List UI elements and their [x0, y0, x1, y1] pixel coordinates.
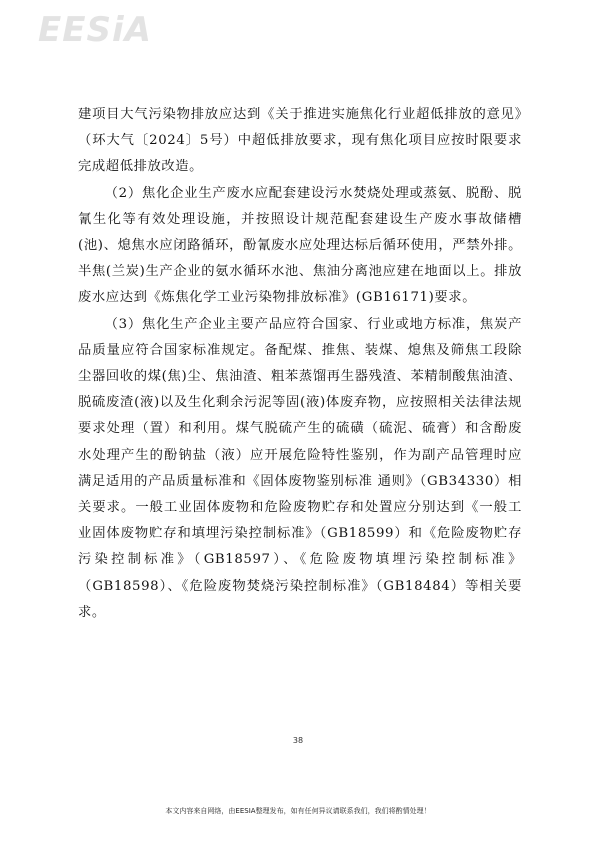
- page-number: 38: [292, 736, 304, 745]
- paragraph-wastewater: （2）焦化企业生产废水应配套建设污水焚烧处理或蒸氨、脱酚、脱氰生化等有效处理设施，并按照设计规范配套建设生产废水事故储槽(池)、熄焦水应闭路循环，酚氰废水应处理达标后循环使用，严禁外排。半焦(兰炭)生产企业的氨水循环水池、焦油分离池应建在地面以上。排放废水应达到《炼焦化学工业污染物排放标准》(GB16171)要求。: [78, 185, 522, 306]
- paragraph-air-emissions: 建项目大气污染物排放应达到《关于推进实施焦化行业超低排放的意见》（环大气〔2024〕5号）中超低排放要求，现有焦化项目应按时限要求完成超低排放改造。: [78, 107, 522, 175]
- document-body: [78, 102, 522, 626]
- footer-disclaimer: 本文内容来自网络，由EESIA整理发布，如有任何异议请联系我们，我们将酌情处理！: [165, 807, 431, 815]
- paragraph-solid-waste: （3）焦化生产企业主要产品应符合国家、行业或地方标准，焦炭产品质量应符合国家标准规定。备配煤、推焦、装煤、熄焦及筛焦工段除尘器回收的煤(焦)尘、焦油渣、粗苯蒸馏再生器残渣、苯精制酸焦油渣、脱硫废渣(液)以及生化剩余污泥等固(液)体废弃物，应按照相关法律法规要求处理（置）和利用。煤气脱硫产生的硫磺（硫泥、硫膏）和含酚废水处理产生的酚钠盐（液）应开展危险特性鉴别，作为副产品管理时应满足适用的产品质量标准和《固体废物鉴别标准 通则》（GB34330）相关要求。一般工业固体废物和危险废物贮存和处置应分别达到《一般工业固体废物贮存和填埋污染控制标准》（GB18599）和《危险废物贮存污染控制标准》（GB18597）、《危险废物填埋污染控制标准》（GB18598）、《危险废物焚烧污染控制标准》（GB18484）等相关要求。: [78, 316, 522, 620]
- eesia-logo: EESiA: [38, 10, 152, 50]
